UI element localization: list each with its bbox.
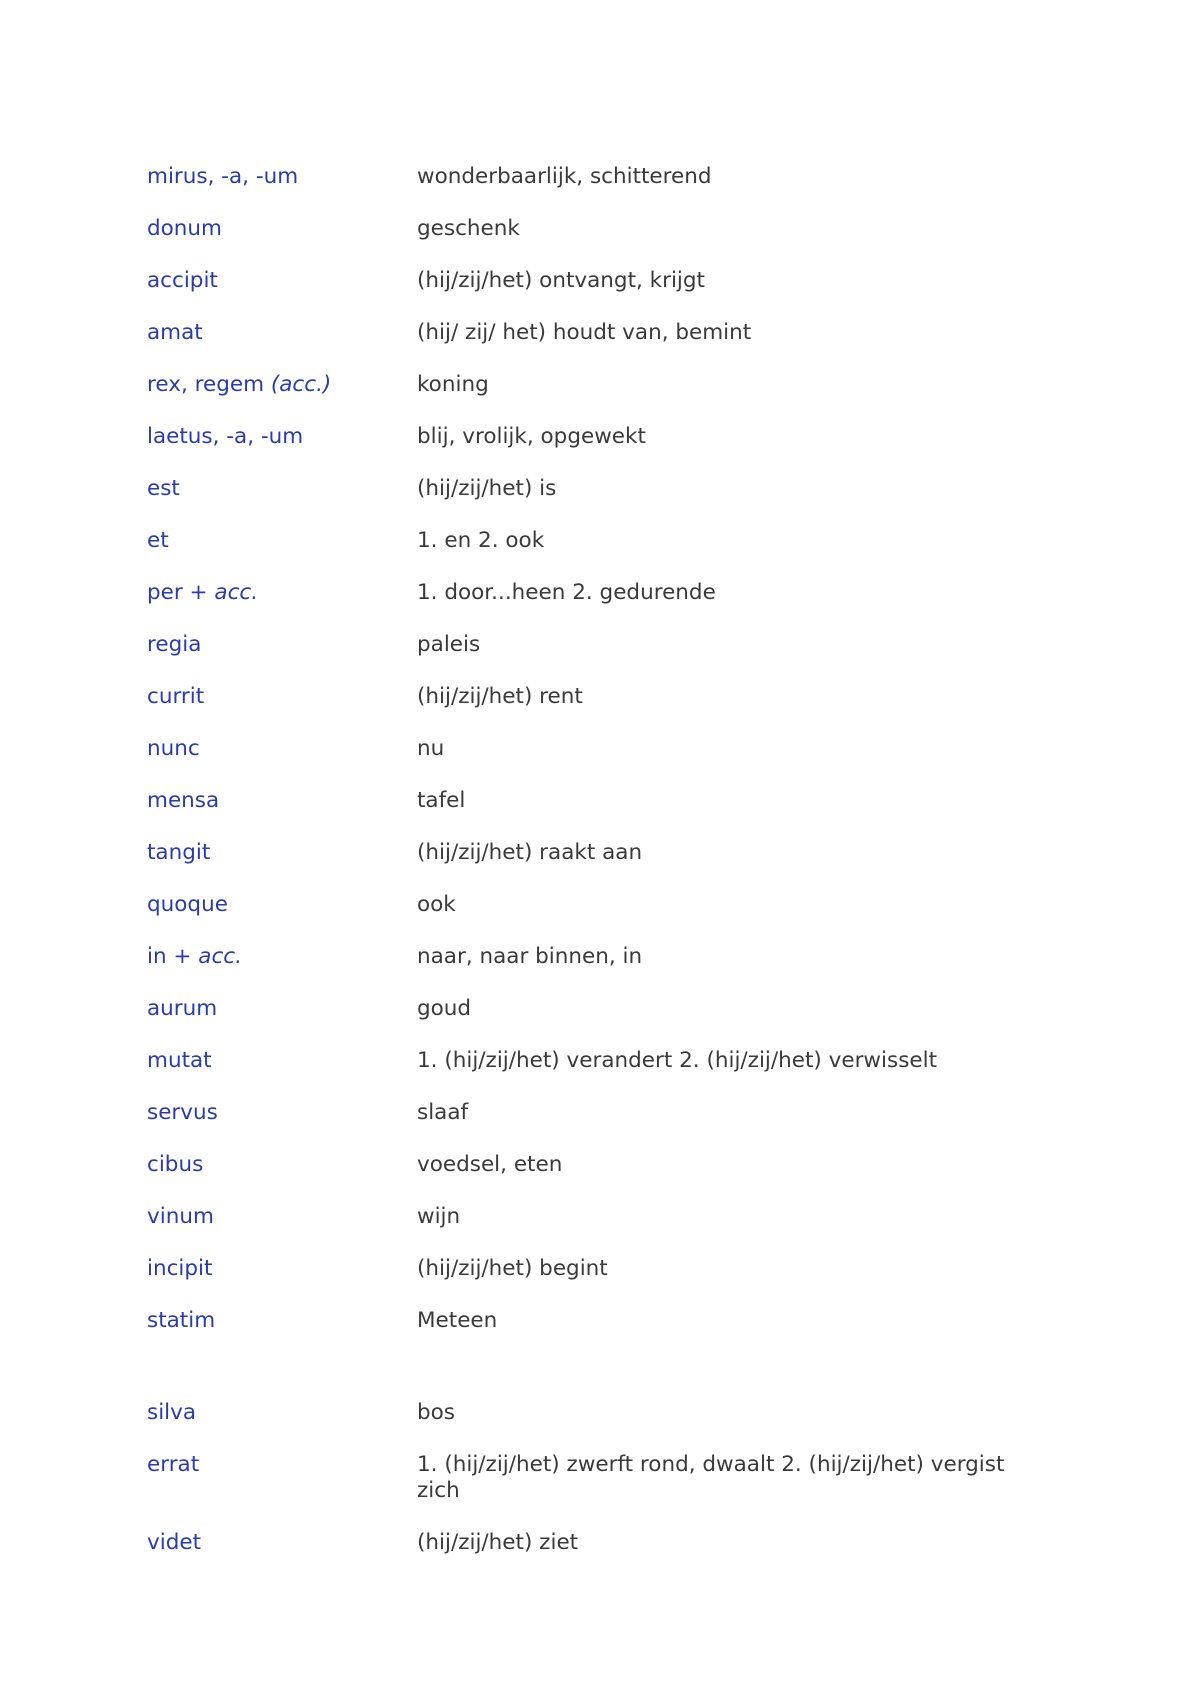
vocab-row <box>147 164 1047 216</box>
vocab-row <box>147 424 1047 476</box>
vocab-row <box>147 632 1047 684</box>
latin-term: servus <box>147 1100 218 1125</box>
dutch-translation: (hij/zij/het) ziet <box>417 1530 579 1555</box>
vocab-row <box>147 1152 1047 1204</box>
latin-term: in + acc. <box>147 944 242 969</box>
dutch-translation: (hij/zij/het) rent <box>417 684 583 709</box>
dutch-translation: bos <box>417 1400 456 1425</box>
vocab-row <box>147 1452 1047 1530</box>
latin-term: donum <box>147 216 222 241</box>
vocab-row <box>147 1530 1047 1582</box>
dutch-translation: paleis <box>417 632 481 657</box>
dutch-translation: voedsel, eten <box>417 1152 563 1177</box>
vocab-row <box>147 216 1047 268</box>
vocab-row <box>147 268 1047 320</box>
dutch-translation: goud <box>417 996 472 1021</box>
latin-term: laetus, -a, -um <box>147 424 304 449</box>
vocab-row <box>147 1308 1047 1360</box>
latin-term: accipit <box>147 268 218 293</box>
vocabulary-list <box>147 164 1047 1582</box>
vocab-row <box>147 372 1047 424</box>
vocab-row <box>147 476 1047 528</box>
vocab-row <box>147 788 1047 840</box>
dutch-translation: wonderbaarlijk, schitterend <box>417 164 712 189</box>
dutch-translation: (hij/zij/het) raakt aan <box>417 840 643 865</box>
dutch-translation: 1. door...heen 2. gedurende <box>417 580 716 605</box>
dutch-translation: wijn <box>417 1204 461 1229</box>
vocab-row <box>147 320 1047 372</box>
latin-term: videt <box>147 1530 202 1555</box>
vocab-row <box>147 580 1047 632</box>
latin-term: incipit <box>147 1256 213 1281</box>
dutch-translation: blij, vrolijk, opgewekt <box>417 424 646 449</box>
latin-term: mutat <box>147 1048 212 1073</box>
latin-term: silva <box>147 1400 197 1425</box>
latin-term: tangit <box>147 840 211 865</box>
dutch-translation: (hij/zij/het) ontvangt, krijgt <box>417 268 705 293</box>
latin-term: mensa <box>147 788 220 813</box>
dutch-translation: nu <box>417 736 445 761</box>
latin-term: statim <box>147 1308 216 1333</box>
latin-term: errat <box>147 1452 200 1477</box>
dutch-translation: (hij/zij/het) begint <box>417 1256 608 1281</box>
latin-term: et <box>147 528 169 553</box>
latin-term: rex, regem (acc.) <box>147 372 332 397</box>
dutch-translation: 1. (hij/zij/het) verandert 2. (hij/zij/het) verwisselt <box>417 1048 938 1073</box>
latin-term: aurum <box>147 996 218 1021</box>
dutch-translation: geschenk <box>417 216 520 241</box>
dutch-translation: (hij/zij/het) is <box>417 476 557 501</box>
latin-term: amat <box>147 320 203 345</box>
latin-term: per + acc. <box>147 580 259 605</box>
dutch-translation: Meteen <box>417 1308 498 1333</box>
latin-term: vinum <box>147 1204 214 1229</box>
latin-term: currit <box>147 684 205 709</box>
dutch-translation: 1. (hij/zij/het) zwerft rond, dwaalt 2. (hij/zij/het) vergist zich <box>417 1452 1005 1503</box>
vocab-row <box>147 1100 1047 1152</box>
vocab-row <box>147 996 1047 1048</box>
dutch-translation: ook <box>417 892 456 917</box>
dutch-translation: tafel <box>417 788 466 813</box>
dutch-translation: naar, naar binnen, in <box>417 944 643 969</box>
latin-term: est <box>147 476 180 501</box>
vocab-row <box>147 528 1047 580</box>
dutch-translation: slaaf <box>417 1100 469 1125</box>
vocab-row <box>147 1048 1047 1100</box>
vocab-row <box>147 1204 1047 1256</box>
latin-term: mirus, -a, -um <box>147 164 299 189</box>
dutch-translation: (hij/ zij/ het) houdt van, bemint <box>417 320 752 345</box>
latin-term: regia <box>147 632 202 657</box>
vocab-row <box>147 944 1047 996</box>
vocab-row <box>147 684 1047 736</box>
latin-term: nunc <box>147 736 200 761</box>
vocab-row <box>147 1256 1047 1308</box>
latin-term: cibus <box>147 1152 204 1177</box>
dutch-translation: 1. en 2. ook <box>417 528 545 553</box>
latin-term: quoque <box>147 892 228 917</box>
dutch-translation: koning <box>417 372 489 397</box>
vocab-row <box>147 840 1047 892</box>
vocab-row <box>147 736 1047 788</box>
vocab-row <box>147 892 1047 944</box>
vocab-row <box>147 1400 1047 1452</box>
